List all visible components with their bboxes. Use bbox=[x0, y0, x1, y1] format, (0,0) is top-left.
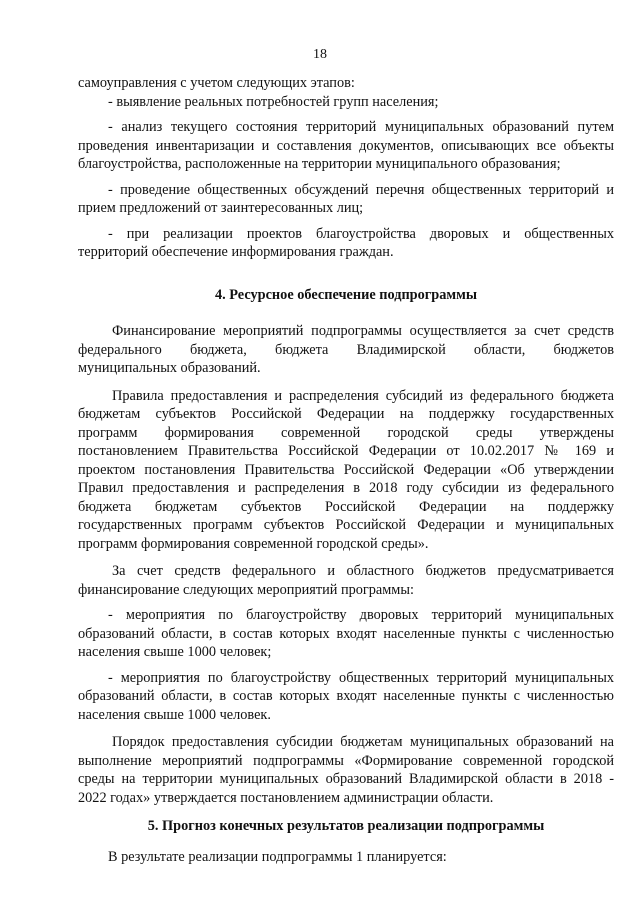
paragraph-results: В результате реализации подпрограммы 1 планируется: bbox=[108, 848, 447, 865]
list-item-informing bbox=[78, 225, 614, 262]
text-line: 2022 годах» утверждается постановлением администрации области. bbox=[78, 789, 494, 806]
text-line: муниципальных образований. bbox=[78, 360, 261, 376]
text-line: выполнение мероприятий подпрограммы «Формирование современной городской bbox=[78, 752, 614, 769]
text-line: программ формирования современной городской среды». bbox=[78, 535, 429, 552]
text-line: - проведение общественных обсуждений перечня общественных территорий и bbox=[108, 181, 614, 198]
section-4-heading: 4. Ресурсное обеспечение подпрограммы bbox=[214, 286, 478, 303]
list-item-discussions bbox=[78, 181, 614, 218]
paragraph-rules bbox=[78, 387, 614, 554]
text-line: федерального бюджета, бюджета Владимирской области, бюджетов bbox=[78, 341, 614, 358]
text-line: Финансирование мероприятий подпрограммы осуществляется за счет средств bbox=[112, 323, 614, 339]
text-line: самоуправления с учетом следующих этапов: bbox=[78, 75, 355, 91]
text-line: - мероприятия по благоустройству общественных территорий муниципальных bbox=[108, 669, 614, 686]
paragraph-funding bbox=[78, 562, 614, 599]
paragraph-procedure bbox=[78, 733, 614, 807]
list-item-analysis bbox=[78, 118, 614, 174]
text-line: благоустройства, расположенные на территории муниципального образования; bbox=[78, 156, 561, 172]
text-line: Правил предоставления и распределения в 2018 году субсидии из федерального bbox=[78, 480, 614, 496]
text-line: бюджетам субъектов Российской Федерации на поддержку государственных bbox=[78, 406, 614, 422]
text-line: Порядок предоставления субсидии бюджетам муниципальных образований на bbox=[112, 734, 614, 750]
text-line: Правила предоставления и распределения субсидий из федерального бюджета bbox=[112, 387, 614, 404]
section-5-heading: 5. Прогноз конечных результатов реализации подпрограммы bbox=[147, 818, 545, 834]
text-line: - мероприятия по благоустройству дворовых территорий муниципальных bbox=[108, 607, 614, 623]
text-line: образований области, в состав которых входят населенные пункты с численностью bbox=[78, 688, 614, 704]
text-line: проведения инвентаризации и составления документов, описывающих все объекты bbox=[78, 137, 614, 154]
page-number: 18 bbox=[313, 47, 327, 62]
text-line: образований области, в состав которых входят населенные пункты с численностью bbox=[78, 625, 614, 642]
text-line: За счет средств федерального и областного бюджетов предусматривается bbox=[112, 563, 614, 579]
text-line: проектом постановления Правительства Российской Федерации «Об утверждении bbox=[78, 461, 614, 478]
text-line: - анализ текущего состояния территорий муниципальных образований путем bbox=[108, 119, 614, 135]
text-line: прием предложений от заинтересованных лиц; bbox=[78, 200, 364, 216]
text-line: населения свыше 1000 человек. bbox=[78, 706, 271, 723]
text-line: среды на территории муниципальных образований Владимирской области в 2018 - bbox=[78, 771, 614, 787]
text-line: бюджета бюджетам субъектов Российской Федерации на поддержку bbox=[78, 498, 614, 515]
list-item-courtyards bbox=[78, 606, 614, 662]
text-line: - при реализации проектов благоустройства дворовых и общественных bbox=[108, 225, 614, 242]
text-line: финансирование следующих мероприятий программы: bbox=[78, 581, 414, 598]
text-line: территорий обеспечение информирования граждан. bbox=[78, 244, 394, 260]
paragraph-financing bbox=[78, 322, 614, 378]
list-item-needs: - выявление реальных потребностей групп населения; bbox=[108, 93, 439, 110]
text-line: государственных программ субъектов Российской Федерации и муниципальных bbox=[78, 517, 614, 533]
document-body bbox=[78, 74, 614, 866]
text-line: постановлением Правительства Российской Федерации от 10.02.2017 № 169 и bbox=[78, 443, 614, 459]
list-item-public-areas bbox=[78, 669, 614, 725]
text-line: программ формирования современной городской среды утверждены bbox=[78, 424, 614, 441]
text-line: населения свыше 1000 человек; bbox=[78, 644, 272, 660]
